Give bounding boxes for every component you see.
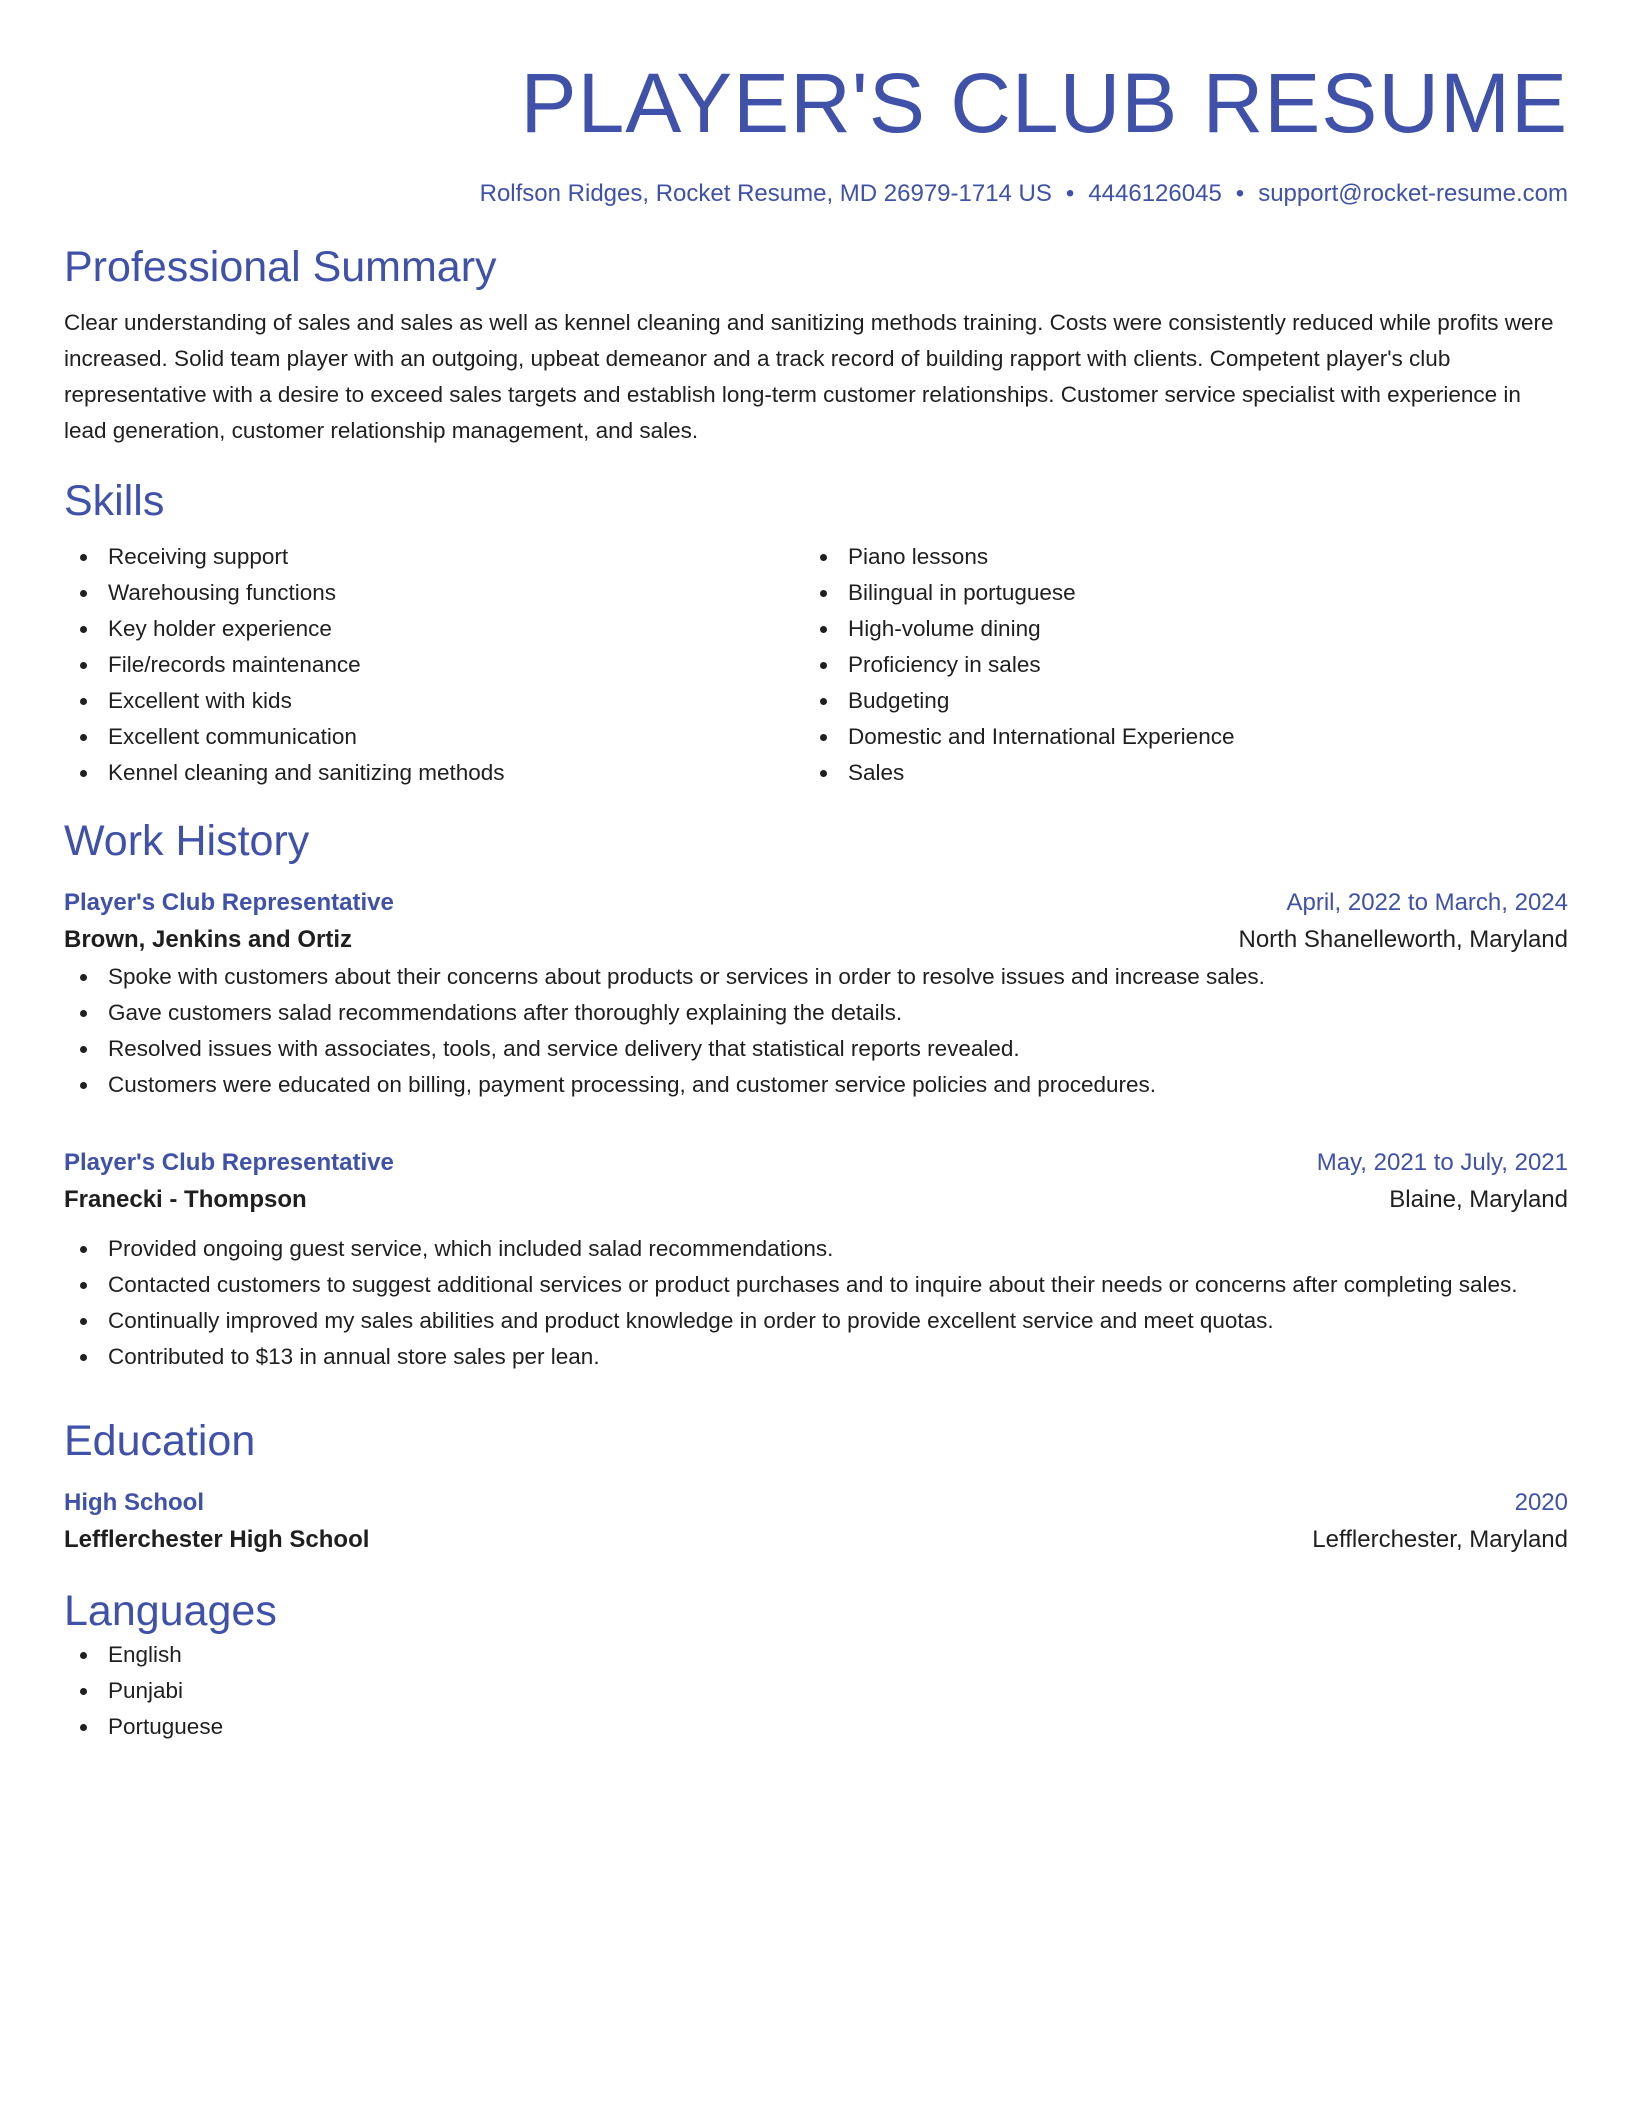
skill-item: Bilingual in portuguese	[804, 575, 1544, 611]
resume-header	[64, 55, 1568, 209]
skill-item: Warehousing functions	[64, 575, 804, 611]
skills-column-left	[64, 539, 804, 791]
skill-item: Kennel cleaning and sanitizing methods	[64, 755, 804, 791]
skill-item: Budgeting	[804, 683, 1544, 719]
skill-item: Receiving support	[64, 539, 804, 575]
skills-heading: Skills	[64, 477, 165, 525]
languages-heading: Languages	[64, 1587, 277, 1635]
job-employer-row	[64, 921, 1568, 959]
skills-grid	[64, 539, 1568, 791]
job-bullet: Continually improved my sales abilities and product knowledge in order to provide excellent service and meet quotas.	[64, 1303, 1568, 1339]
education-degree: High School	[64, 1489, 204, 1516]
skill-item: Sales	[804, 755, 1544, 791]
summary-text: Clear understanding of sales and sales as well as kennel cleaning and sanitizing methods training. Costs were consistently reduced while profits were increased. Solid team player with an outgoing, upbeat demeanor and a track record of building rapport with clients. Competent player's club representative with a desire to exceed sales targets and establish long-term customer relationships. Customer service specialist with experience in lead generation, customer relationship management, and sales.	[64, 310, 1554, 443]
contact-address: Rolfson Ridges, Rocket Resume, MD 26979-1714 US	[479, 180, 1052, 207]
skill-item: Piano lessons	[804, 539, 1544, 575]
job-bullet: Contributed to $13 in annual store sales per lean.	[64, 1339, 1568, 1375]
contact-line	[64, 179, 1568, 209]
skill-item: Domestic and International Experience	[804, 719, 1544, 755]
job-employer: Franecki - Thompson	[64, 1186, 307, 1213]
contact-email: support@rocket-resume.com	[1258, 180, 1568, 207]
work-history-heading: Work History	[64, 817, 310, 865]
skill-item: Excellent communication	[64, 719, 804, 755]
education-header-row	[64, 1485, 1568, 1521]
summary-heading: Professional Summary	[64, 243, 497, 291]
education-school-row	[64, 1521, 1568, 1559]
contact-separator: •	[1235, 180, 1245, 207]
languages-list	[64, 1637, 1568, 1745]
job-location: North Shanelleworth, Maryland	[1238, 926, 1568, 953]
contact-phone: 4446126045	[1088, 180, 1222, 207]
education-school: Lefflerchester High School	[64, 1526, 370, 1553]
job-entry	[64, 1145, 1568, 1375]
job-bullet-list	[64, 959, 1568, 1103]
skill-item: File/records maintenance	[64, 647, 804, 683]
job-bullet: Contacted customers to suggest additional services or product purchases and to inquire about their needs or concerns after completing sales.	[64, 1267, 1568, 1303]
education-year: 2020	[1514, 1489, 1568, 1516]
skill-item: Proficiency in sales	[804, 647, 1544, 683]
job-employer-row	[64, 1181, 1568, 1219]
education-heading: Education	[64, 1417, 256, 1465]
language-item: Portuguese	[64, 1709, 1568, 1745]
job-dates: April, 2022 to March, 2024	[1286, 889, 1568, 916]
skill-item: High-volume dining	[804, 611, 1544, 647]
education-location: Lefflerchester, Maryland	[1312, 1526, 1568, 1553]
skill-item: Excellent with kids	[64, 683, 804, 719]
job-role: Player's Club Representative	[64, 1149, 394, 1176]
job-bullet: Spoke with customers about their concerns about products or services in order to resolve issues and increase sales.	[64, 959, 1568, 995]
resume-title: PLAYER'S CLUB RESUME	[520, 56, 1568, 150]
skill-item: Key holder experience	[64, 611, 804, 647]
education-entry	[64, 1485, 1568, 1559]
contact-separator: •	[1065, 180, 1075, 207]
job-role: Player's Club Representative	[64, 889, 394, 916]
skills-column-right	[804, 539, 1544, 791]
job-bullet: Resolved issues with associates, tools, and service delivery that statistical reports revealed.	[64, 1031, 1568, 1067]
job-entry	[64, 885, 1568, 1103]
job-bullet: Provided ongoing guest service, which included salad recommendations.	[64, 1231, 1568, 1267]
job-location: Blaine, Maryland	[1389, 1186, 1568, 1213]
language-item: Punjabi	[64, 1673, 1568, 1709]
job-dates: May, 2021 to July, 2021	[1316, 1149, 1568, 1176]
job-employer: Brown, Jenkins and Ortiz	[64, 926, 353, 953]
job-bullet: Gave customers salad recommendations after thoroughly explaining the details.	[64, 995, 1568, 1031]
job-bullet-list	[64, 1231, 1568, 1375]
job-bullet: Customers were educated on billing, payment processing, and customer service policies and procedures.	[64, 1067, 1568, 1103]
job-header-row	[64, 885, 1568, 921]
job-header-row	[64, 1145, 1568, 1181]
language-item: English	[64, 1637, 1568, 1673]
